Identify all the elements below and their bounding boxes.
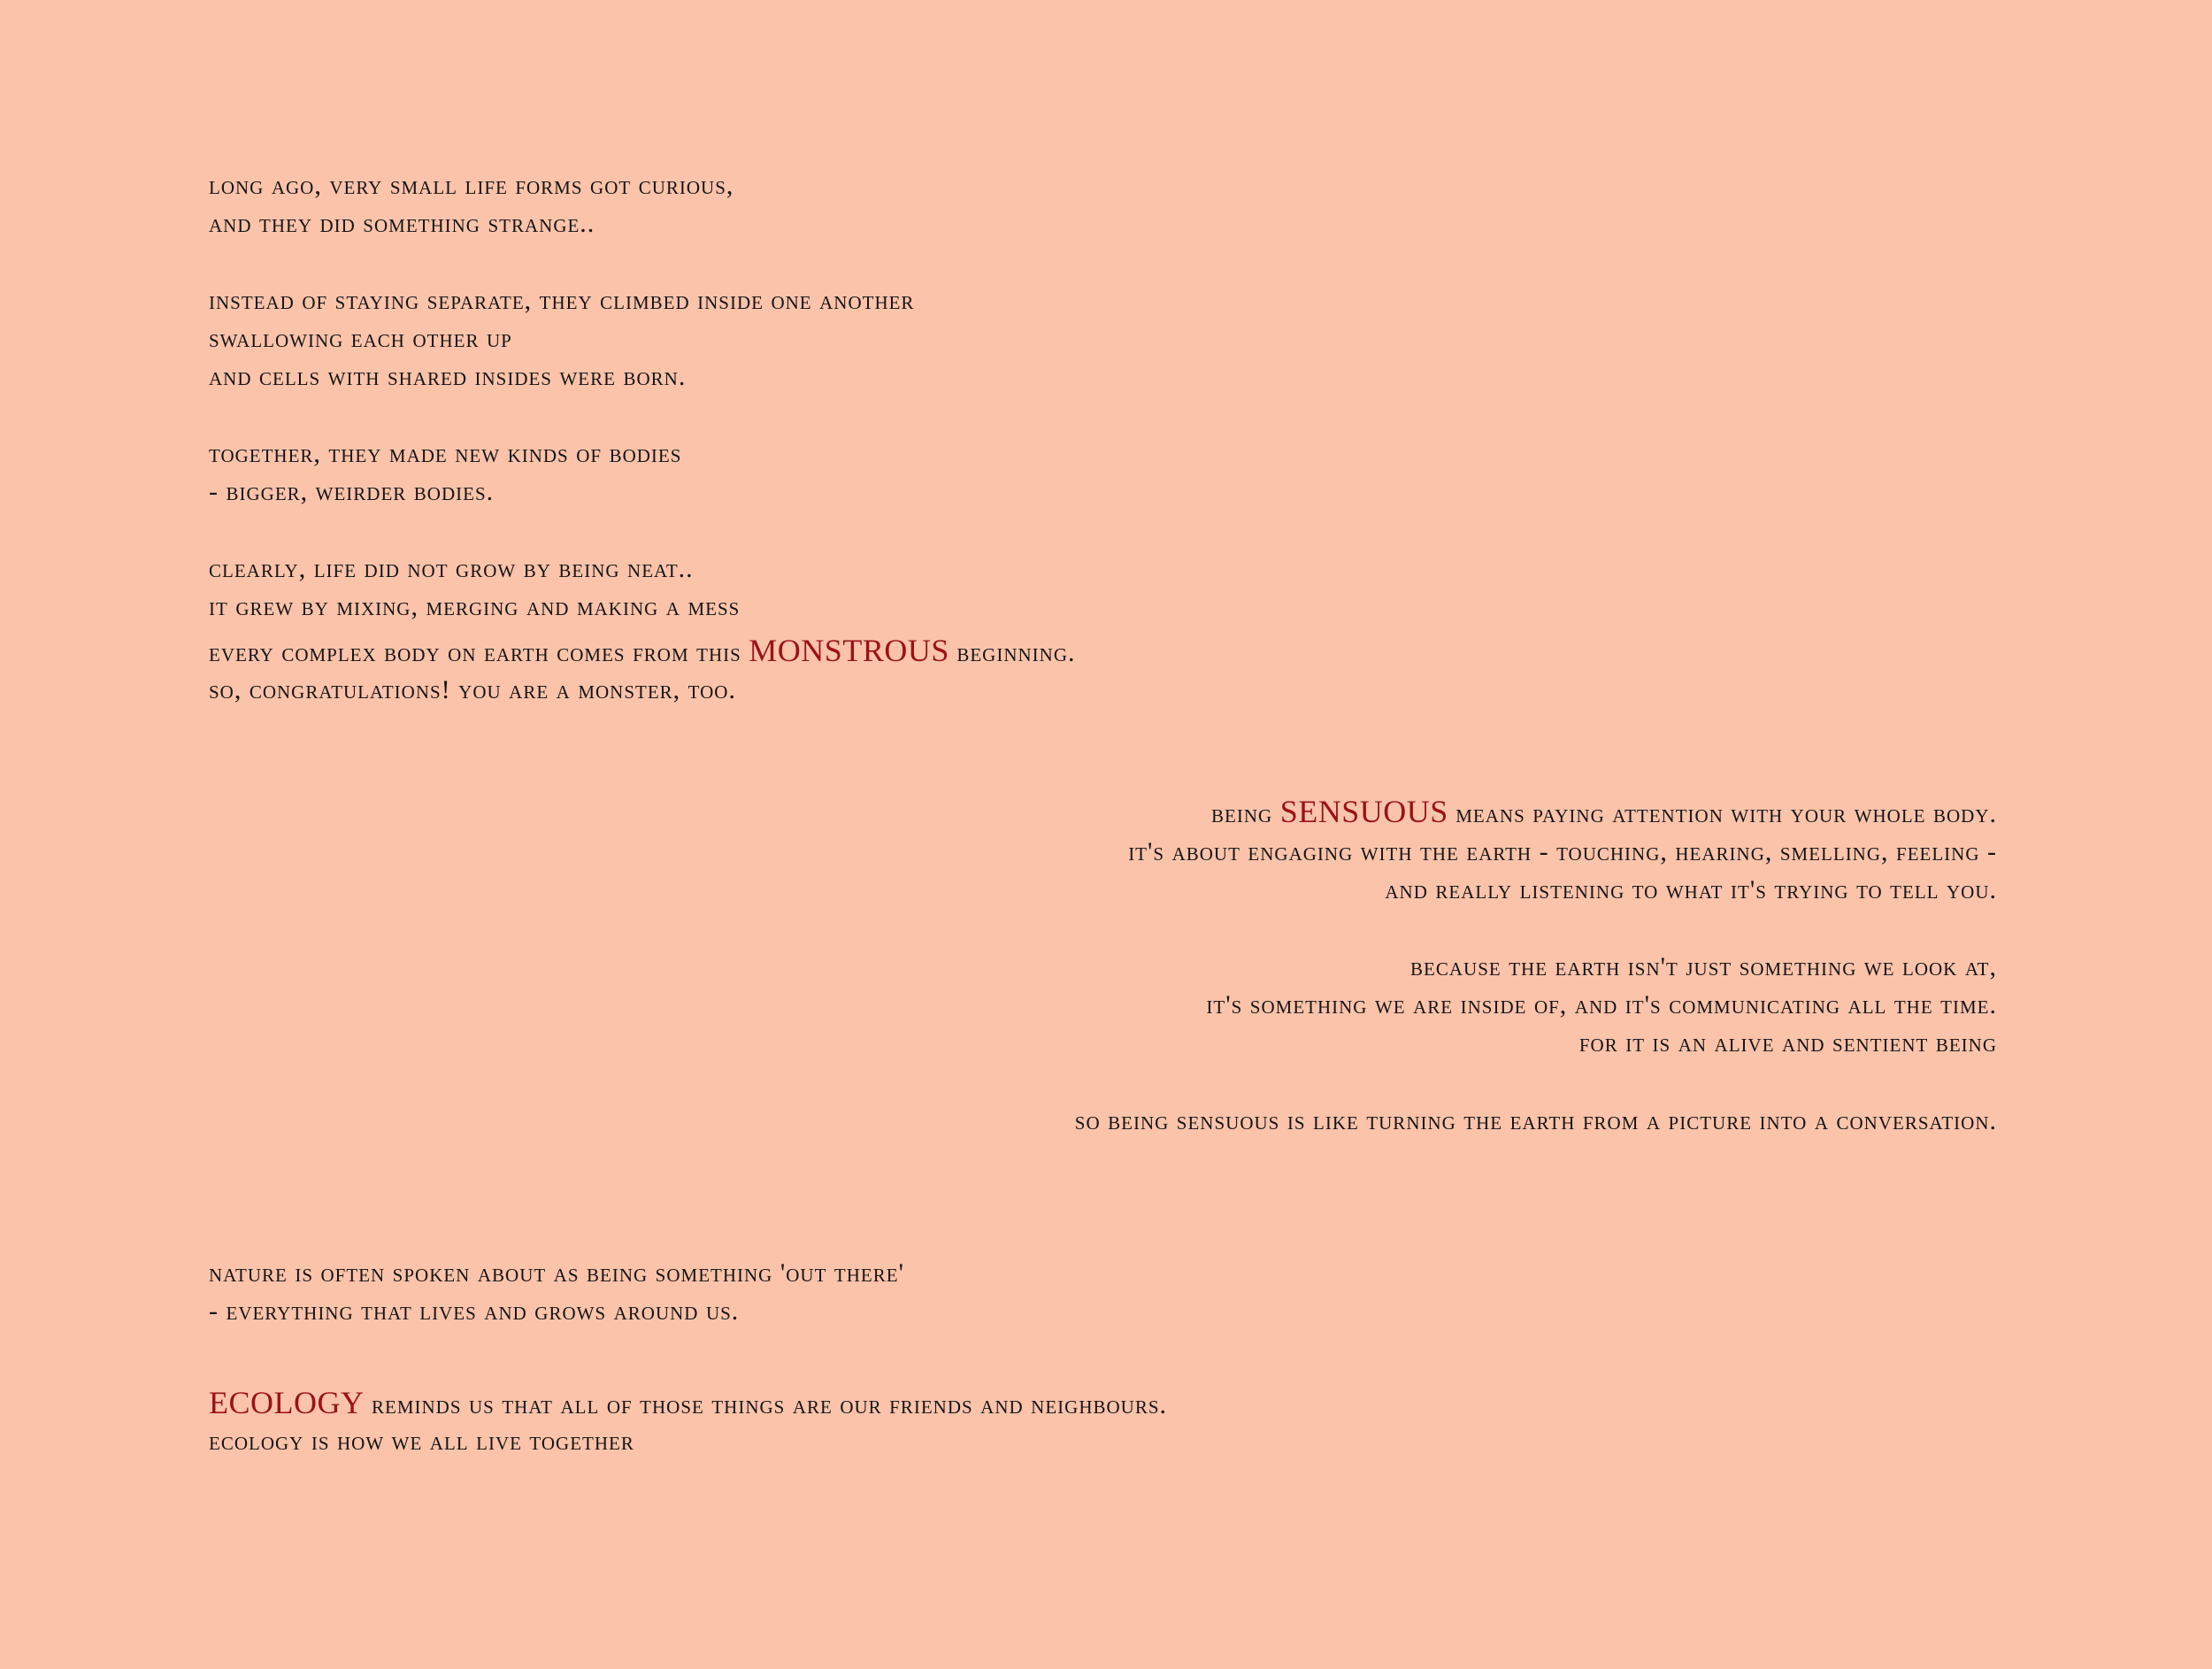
text-line [209, 632, 1076, 672]
text-fragment: means paying attention with your whole body. [1455, 799, 1997, 828]
text-line: ecology is how we all live together [209, 1427, 634, 1456]
highlight-sensuous: SENSUOUS [1279, 794, 1448, 829]
text-line: it's about engaging with the earth - touching, hearing, smelling, feeling - [1128, 837, 1997, 866]
text-line: and really listening to what it's trying to tell you. [1385, 875, 1997, 904]
text-line: and they did something strange.. [209, 209, 595, 238]
text-line: - everything that lives and grows around us. [209, 1296, 740, 1326]
text-fragment: reminds us that all of those things are our friends and neighbours. [371, 1390, 1168, 1419]
text-line: swallowing each other up [209, 324, 512, 353]
text-fragment: every complex body on earth comes from this [209, 638, 741, 667]
text-line: long ago, very small life forms got curious, [209, 171, 734, 200]
text-line: for it is an alive and sentient being [1578, 1028, 1997, 1058]
text-line [1211, 793, 1997, 833]
text-line: it grew by mixing, merging and making a mess [209, 592, 741, 621]
text-line: it's something we are inside of, and it's communicating all the time. [1206, 990, 1997, 1019]
text-line: together, they made new kinds of bodies [209, 439, 682, 468]
text-line: - bigger, weirder bodies. [209, 477, 495, 506]
highlight-ecology: ECOLOGY [209, 1385, 365, 1420]
text-line: so, congratulations! you are a monster, too. [209, 675, 736, 704]
text-line: and cells with shared insides were born. [209, 362, 687, 391]
text-line: because the earth isn't just something we look at, [1410, 952, 1997, 981]
text-line: clearly, life did not grow by being neat.. [209, 554, 694, 583]
text-line: instead of staying separate, they climbed inside one another [209, 286, 915, 315]
highlight-monstrous: MONSTROUS [749, 633, 949, 668]
text-fragment: beginning. [956, 638, 1076, 667]
text-line: so being sensuous is like turning the earth from a picture into a conversation. [1074, 1106, 1997, 1135]
text-line [209, 1384, 1167, 1424]
text-line: nature is often spoken about as being something 'out there' [209, 1258, 904, 1288]
text-fragment: being [1211, 799, 1273, 828]
